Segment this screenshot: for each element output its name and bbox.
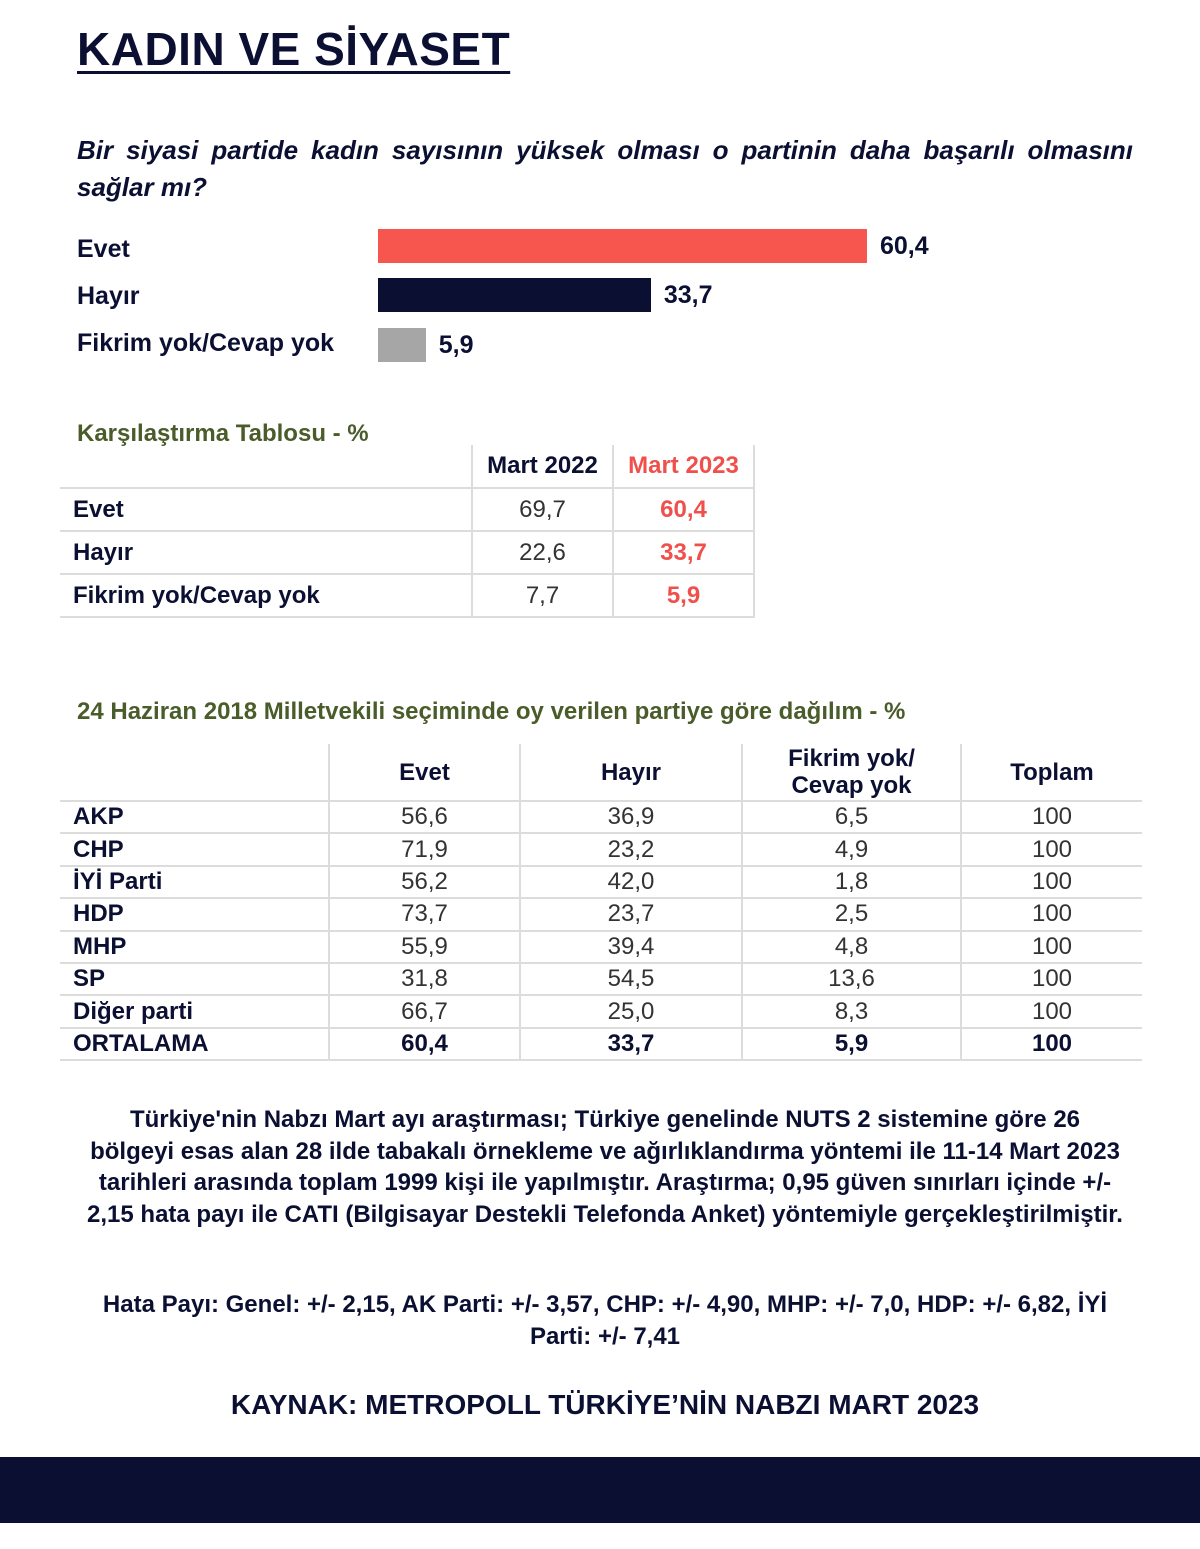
- cell-fikrim-yok: 5,9: [742, 1028, 961, 1060]
- row-label: Fikrim yok/Cevap yok: [60, 574, 472, 617]
- cell-2022: 7,7: [472, 574, 613, 617]
- cell-toplam: 100: [961, 963, 1142, 995]
- party-name: Diğer parti: [60, 995, 329, 1027]
- header-fikrim-line2: Cevap yok: [791, 772, 912, 799]
- party-name: MHP: [60, 931, 329, 963]
- header-mart-2022: Mart 2022: [472, 445, 613, 488]
- cell-toplam: 100: [961, 995, 1142, 1027]
- cell-evet: 60,4: [329, 1028, 520, 1060]
- cell-hayir: 39,4: [520, 931, 742, 963]
- cell-hayir: 23,7: [520, 898, 742, 930]
- cell-toplam: 100: [961, 1028, 1142, 1060]
- table-row: [60, 898, 1142, 930]
- cell-2022: 69,7: [472, 488, 613, 531]
- party-name: İYİ Parti: [60, 866, 329, 898]
- cell-evet: 55,9: [329, 931, 520, 963]
- party-name: HDP: [60, 898, 329, 930]
- cell-evet: 31,8: [329, 963, 520, 995]
- cell-2023: 60,4: [613, 488, 754, 531]
- bar-hayir: [378, 278, 651, 312]
- cell-fikrim-yok: 4,8: [742, 931, 961, 963]
- party-name: SP: [60, 963, 329, 995]
- cell-toplam: 100: [961, 833, 1142, 865]
- average-row: [60, 1028, 1142, 1060]
- party-table: [60, 744, 1142, 1061]
- cell-hayir: 42,0: [520, 866, 742, 898]
- page-title: KADIN VE SİYASET: [77, 23, 511, 75]
- party-header-row: [60, 744, 1142, 801]
- bar-value-evet: 60,4: [880, 232, 929, 260]
- table-row: [60, 801, 1142, 833]
- table-row: [60, 574, 754, 617]
- cell-fikrim-yok: 1,8: [742, 866, 961, 898]
- cell-toplam: 100: [961, 801, 1142, 833]
- bar-value-hayir: 33,7: [663, 281, 713, 309]
- header-fikrim-yok: [742, 744, 961, 801]
- cell-toplam: 100: [961, 866, 1142, 898]
- cell-hayir: 36,9: [520, 801, 742, 833]
- cell-hayir: 23,2: [520, 833, 742, 865]
- table-row: [60, 833, 1142, 865]
- comparison-title: Karşılaştırma Tablosu - %: [77, 420, 369, 447]
- table-row: [60, 866, 1142, 898]
- cell-hayir: 54,5: [520, 963, 742, 995]
- cell-2023: 5,9: [613, 574, 754, 617]
- cell-fikrim-yok: 4,9: [742, 833, 961, 865]
- party-name: AKP: [60, 801, 329, 833]
- cell-fikrim-yok: 8,3: [742, 995, 961, 1027]
- bar-value-fikrim-yok: 5,9: [438, 331, 474, 359]
- bar-label-fikrim-yok: Fikrim yok/Cevap yok: [77, 329, 335, 357]
- cell-evet: 66,7: [329, 995, 520, 1027]
- survey-question: Bir siyasi partide kadın sayısının yüksek olması o partinin daha başarılı olmasını sağlar mı?: [77, 135, 1133, 202]
- source-line: KAYNAK: METROPOLL TÜRKİYE’NİN NABZI MART 2023: [230, 1389, 980, 1420]
- comparison-table: [60, 445, 755, 618]
- cell-evet: 56,6: [329, 801, 520, 833]
- error-margin-note: Hata Payı: Genel: +/- 2,15, AK Parti: +/- 3,57, CHP: +/- 4,90, MHP: +/- 7,0, HDP: +/- 6,82, İYİ Parti: +/- 7,41: [102, 1291, 1108, 1350]
- cell-evet: 73,7: [329, 898, 520, 930]
- bar-label-evet: Evet: [77, 235, 130, 263]
- table-row: [60, 931, 1142, 963]
- footer-bar: [0, 1457, 1200, 1523]
- comparison-header-row: [60, 445, 754, 488]
- party-name: ORTALAMA: [60, 1028, 329, 1060]
- header-hayir: Hayır: [520, 744, 742, 801]
- party-name: CHP: [60, 833, 329, 865]
- cell-fikrim-yok: 13,6: [742, 963, 961, 995]
- table-row: [60, 963, 1142, 995]
- cell-evet: 56,2: [329, 866, 520, 898]
- row-label: Hayır: [60, 531, 472, 574]
- table-row: [60, 995, 1142, 1027]
- table-row: [60, 531, 754, 574]
- bar-evet: [378, 229, 867, 263]
- bar-label-hayir: Hayır: [77, 282, 140, 310]
- header-fikrim-line1: Fikrim yok/: [788, 745, 915, 772]
- cell-toplam: 100: [961, 931, 1142, 963]
- cell-2023: 33,7: [613, 531, 754, 574]
- cell-fikrim-yok: 6,5: [742, 801, 961, 833]
- cell-hayir: 25,0: [520, 995, 742, 1027]
- header-evet: Evet: [329, 744, 520, 801]
- table-row: [60, 488, 754, 531]
- party-table-title: 24 Haziran 2018 Milletvekili seçiminde oy verilen partiye göre dağılım - %: [77, 698, 906, 725]
- cell-hayir: 33,7: [520, 1028, 742, 1060]
- bar-fikrim-yok: [378, 328, 426, 362]
- cell-fikrim-yok: 2,5: [742, 898, 961, 930]
- row-label: Evet: [60, 488, 472, 531]
- methodology-note: Türkiye'nin Nabzı Mart ayı araştırması; Türkiye genelinde NUTS 2 sistemine göre 26 bölgeyi esas alan 28 ilde tabakalı örnekleme ve ağırlıklandırma yöntemi ile 11-14 Mart 2023 tarihleri arasında toplam 1999 kişi ile yapılmıştır. Araştırma; 0,95 güven sınırları içinde +/- 2,15 hata payı ile CATI (Bilgisayar Destekli Telefonda Anket) yöntemiyle gerçekleştirilmiştir.: [87, 1106, 1123, 1228]
- cell-toplam: 100: [961, 898, 1142, 930]
- cell-2022: 22,6: [472, 531, 613, 574]
- cell-evet: 71,9: [329, 833, 520, 865]
- header-mart-2023: Mart 2023: [613, 445, 754, 488]
- header-toplam: Toplam: [961, 744, 1142, 801]
